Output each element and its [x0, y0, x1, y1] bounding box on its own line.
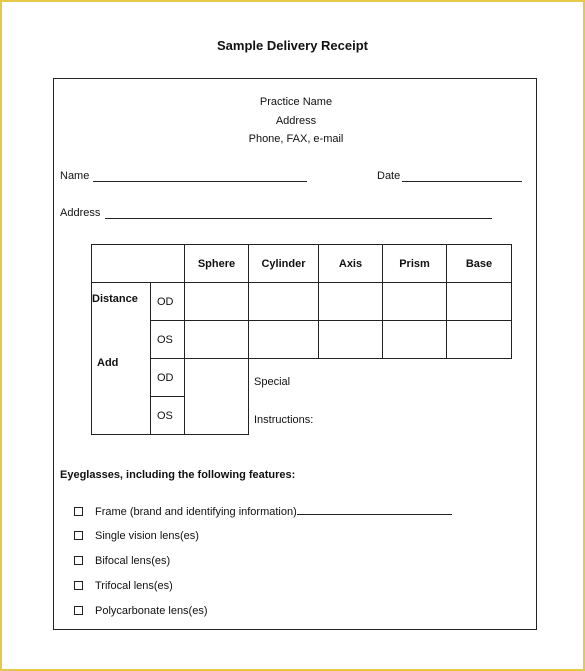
header-cylinder: Cylinder — [249, 245, 319, 283]
name-field-line[interactable] — [93, 181, 307, 182]
distance-os-label: OS — [151, 321, 185, 359]
feature-label: Trifocal lens(es) — [95, 580, 173, 592]
rx-distance-os-row — [92, 321, 512, 359]
rx-corner-cell — [92, 245, 185, 283]
header-prism: Prism — [383, 245, 447, 283]
checkbox-icon[interactable] — [74, 606, 83, 615]
practice-name: Practice Name — [259, 96, 333, 108]
checkbox-icon[interactable] — [74, 531, 83, 540]
special-label: Special — [254, 376, 291, 388]
add-value-cell[interactable] — [185, 359, 249, 435]
distance-os-base-cell[interactable] — [447, 321, 512, 359]
rx-distance-od-row — [92, 283, 512, 321]
checkbox-icon[interactable] — [74, 581, 83, 590]
distance-os-prism-cell[interactable] — [383, 321, 447, 359]
distance-label: Distance — [92, 283, 151, 359]
feature-item-bifocal[interactable] — [74, 555, 170, 569]
document-title: Sample Delivery Receipt — [216, 38, 369, 53]
receipt-form — [53, 78, 537, 630]
checkbox-icon[interactable] — [74, 507, 83, 516]
prescription-table — [91, 244, 512, 435]
frame-info-line[interactable] — [297, 505, 452, 515]
header-sphere: Sphere — [185, 245, 249, 283]
distance-od-axis-cell[interactable] — [319, 283, 383, 321]
add-os-label: OS — [151, 397, 185, 435]
address-label: Address — [60, 207, 101, 219]
instructions-label: Instructions: — [254, 414, 314, 426]
name-label: Name — [60, 170, 90, 182]
distance-od-prism-cell[interactable] — [383, 283, 447, 321]
distance-od-cylinder-cell[interactable] — [249, 283, 319, 321]
distance-os-sphere-cell[interactable] — [185, 321, 249, 359]
add-od-label: OD — [151, 359, 185, 397]
date-field-line[interactable] — [402, 181, 522, 182]
feature-item-trifocal[interactable] — [74, 580, 173, 594]
rx-header-row — [92, 245, 512, 283]
features-title: Eyeglasses, including the following features: — [60, 469, 296, 481]
feature-item-polycarbonate[interactable] — [74, 605, 208, 619]
checkbox-icon[interactable] — [74, 556, 83, 565]
add-label: Add — [97, 357, 119, 369]
header-base: Base — [447, 245, 512, 283]
practice-address: Address — [275, 115, 317, 127]
feature-label: Polycarbonate lens(es) — [95, 605, 208, 617]
header-axis: Axis — [319, 245, 383, 283]
distance-od-base-cell[interactable] — [447, 283, 512, 321]
address-field-line[interactable] — [105, 218, 492, 219]
feature-item-frame[interactable] — [74, 505, 452, 519]
distance-os-cylinder-cell[interactable] — [249, 321, 319, 359]
date-label: Date — [377, 170, 401, 182]
feature-label: Bifocal lens(es) — [95, 555, 171, 567]
practice-contact: Phone, FAX, e-mail — [248, 133, 344, 145]
distance-od-label: OD — [151, 283, 185, 321]
feature-item-single-vision[interactable] — [74, 530, 199, 544]
add-cell — [92, 359, 151, 435]
feature-label: Frame (brand and identifying information) — [95, 506, 297, 518]
distance-od-sphere-cell[interactable] — [185, 283, 249, 321]
rx-add-od-row — [92, 359, 512, 397]
feature-label: Single vision lens(es) — [95, 530, 199, 542]
distance-os-axis-cell[interactable] — [319, 321, 383, 359]
